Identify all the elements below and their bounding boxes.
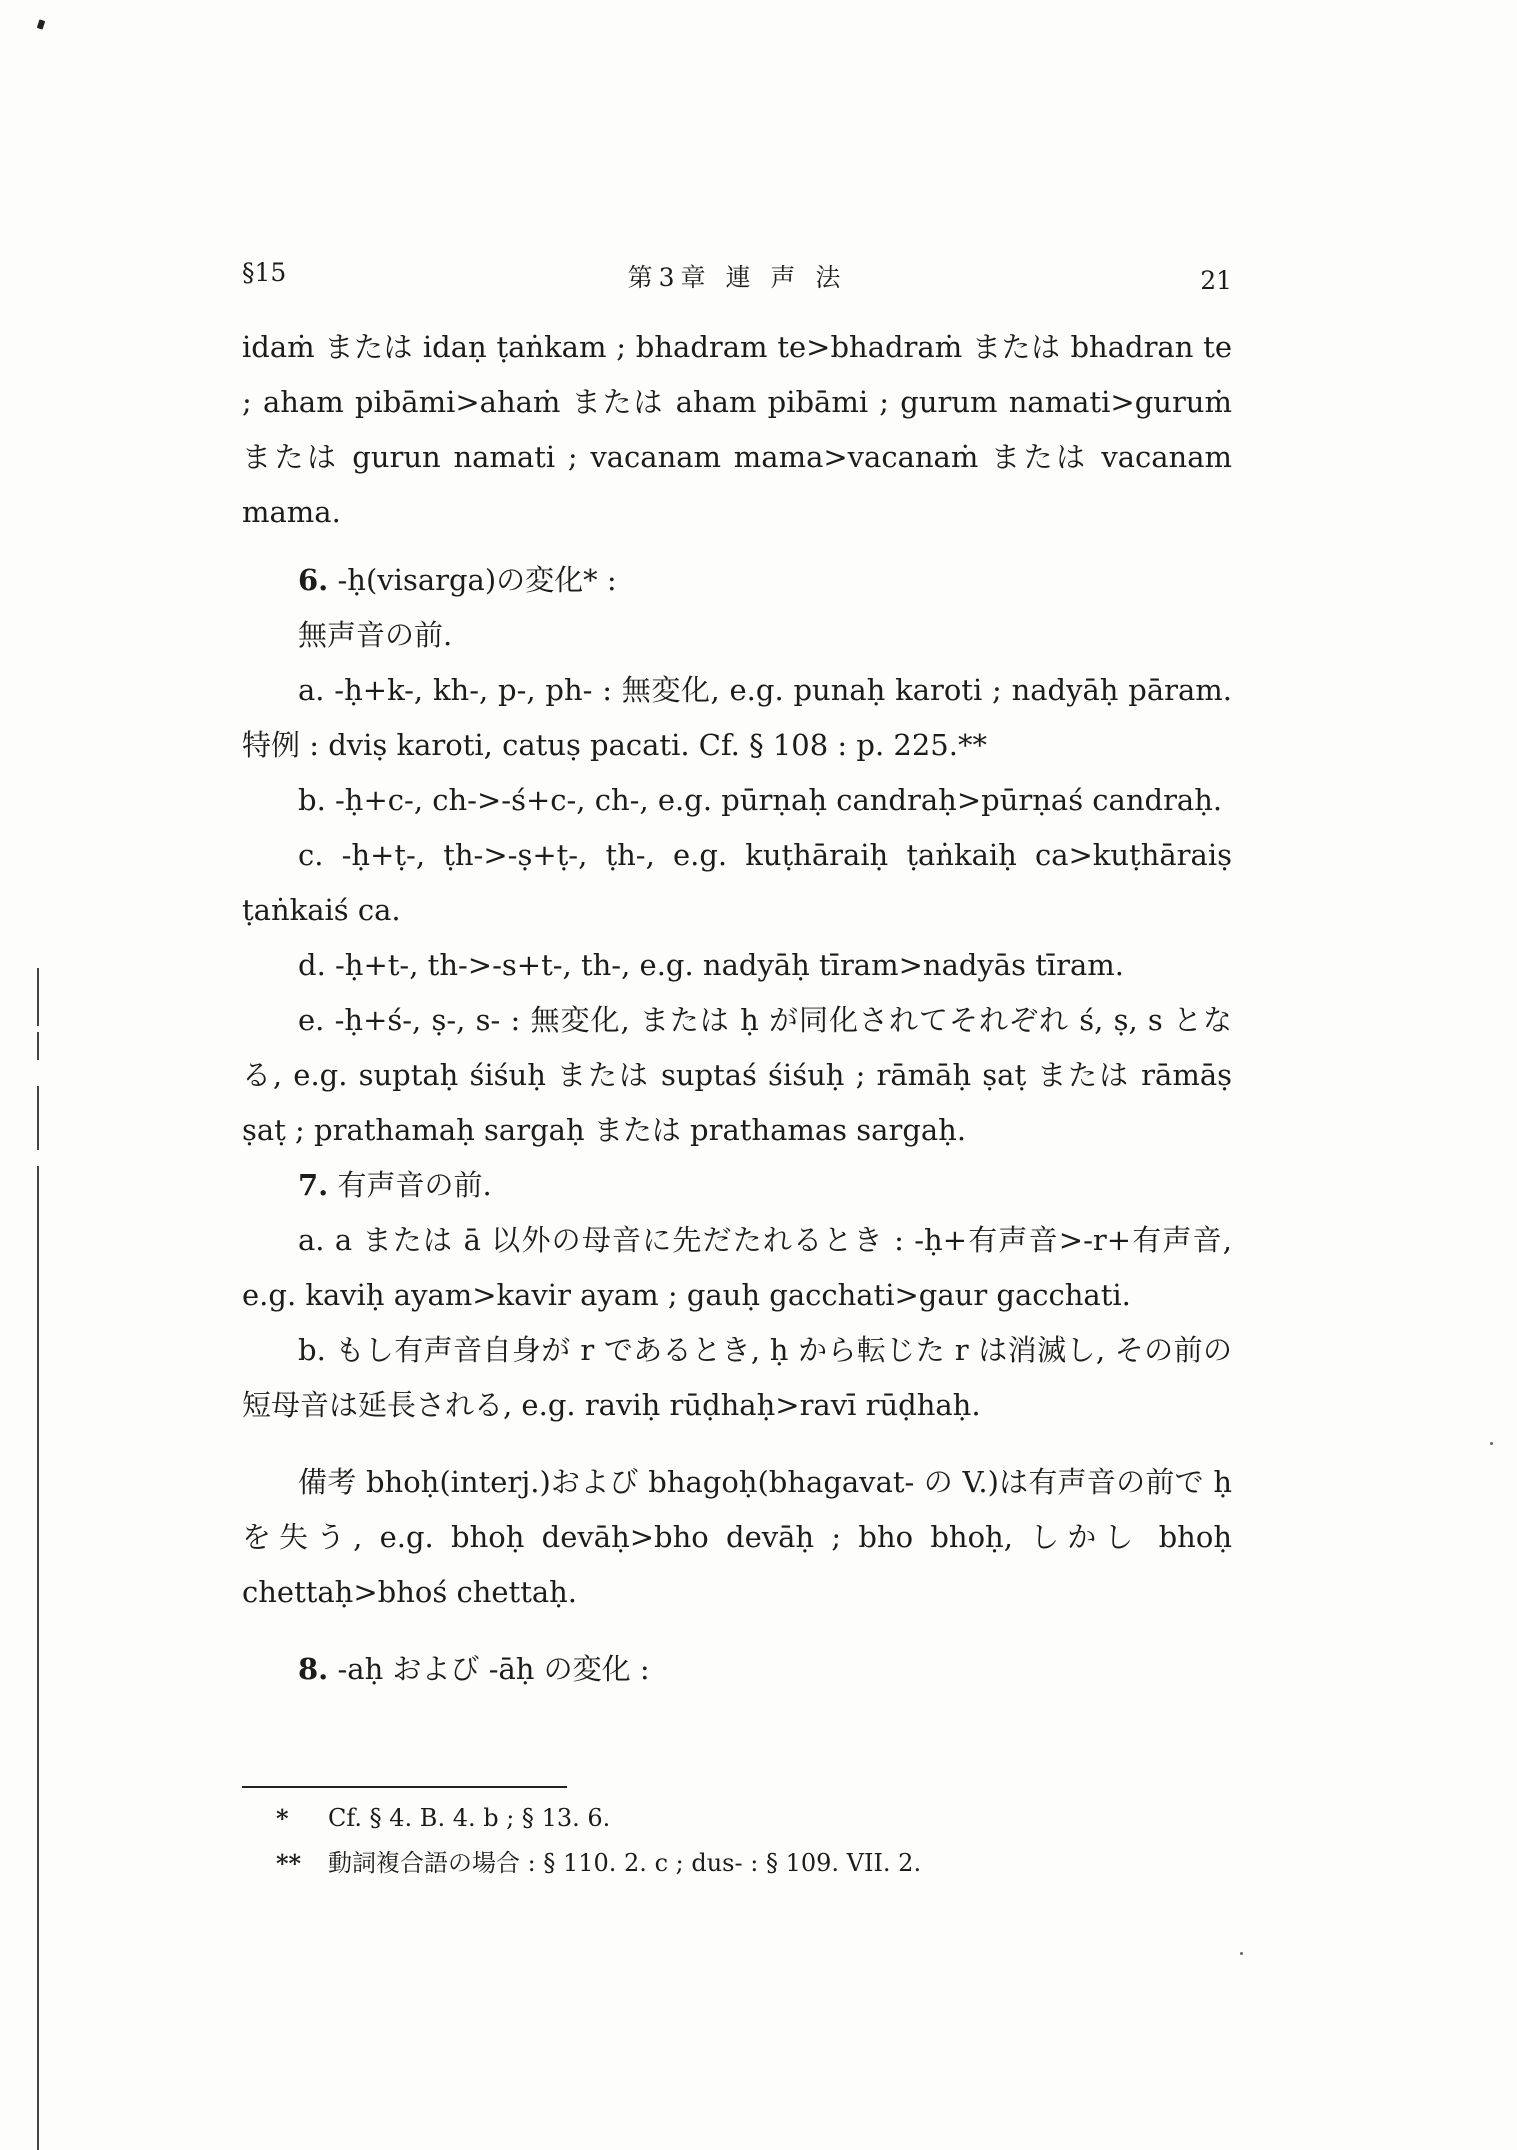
paragraph: b. -ḥ+c-, ch->-ś+c-, ch-, e.g. pūrṇaḥ candraḥ>pūrṇaś candraḥ. <box>298 783 1223 817</box>
footnote-text: Cf. § 4. B. 4. b ; § 13. 6. <box>328 1804 611 1832</box>
paragraph: idaṁ または idaṇ ṭaṅkam ; bhadram te>bhadraṁ または bhadran te ; aham pibāmi>ahaṁ または aham pibāmi ; gurum namati>guruṁ または gurun namati ; vacanam mama>vacanaṁ または vacanam mama. <box>242 330 1232 529</box>
remark: 備考 bhoḥ(interj.)および bhagoḥ(bhagavat- の V.)は有声音の前で ḥ を失う, e.g. bhoḥ devāḥ>bho devāḥ ; bho bhoḥ, しかし bhoḥ chettaḥ>bhoś chettaḥ. <box>242 1465 1232 1609</box>
footnotes <box>276 1796 1176 1886</box>
rule-number: 8. <box>298 1652 329 1686</box>
rule-number: 7. <box>298 1168 329 1202</box>
footnote-text: 動詞複合語の場合 : § 110. 2. c ; dus- : § 109. VII. 2. <box>328 1849 922 1877</box>
paragraph: b. もし有声音自身が r であるとき, ḥ から転じた r は消滅し, その前の短母音は延長される, e.g. raviḥ rūḍhaḥ>ravī rūḍhaḥ. <box>242 1333 1232 1422</box>
chapter-title: 第3章 連 声 法 <box>627 263 847 292</box>
paragraph: c. -ḥ+ṭ-, ṭh->-ṣ+ṭ-, ṭh-, e.g. kuṭhāraiḥ ṭaṅkaiḥ ca>kuṭhāraiṣ ṭaṅkaiś ca. <box>242 838 1232 927</box>
paragraph: a. -ḥ+k-, kh-, p-, ph- : 無変化, e.g. punaḥ karoti ; nadyāḥ pāram. 特例 : dviṣ karoti, catuṣ pacati. Cf. § 108 : p. 225.** <box>242 673 1232 762</box>
rule-heading: 8. -aḥ および -āḥ の変化 : <box>298 1652 650 1686</box>
paragraph: d. -ḥ+t-, th->-s+t-, th-, e.g. nadyāḥ tīram>nadyās tīram. <box>298 948 1124 982</box>
footnote <box>276 1841 1176 1886</box>
rule-heading: 6. -ḥ(visarga)の変化* : <box>298 563 617 597</box>
footnote-mark: * <box>276 1804 289 1833</box>
footnote-rule <box>242 1786 567 1788</box>
scan-margin-line <box>37 1032 39 1060</box>
rule-heading: 7. 有声音の前. <box>298 1168 492 1202</box>
paragraph: e. -ḥ+ś-, ṣ-, s- : 無変化, または ḥ が同化されてそれぞれ ś, ṣ, s となる, e.g. suptaḥ śiśuḥ または suptaś śiśuḥ ; rāmāḥ ṣaṭ または rāmāṣ ṣaṭ ; prathamaḥ sargaḥ または prathamas sargaḥ. <box>242 1003 1232 1147</box>
scan-margin-line <box>37 968 39 1026</box>
section-number: §15 <box>242 258 287 287</box>
subheading: 無声音の前. <box>298 618 453 652</box>
scan-margin-line <box>37 1166 39 2150</box>
page-body <box>242 320 1232 1697</box>
scan-margin-line <box>37 1086 39 1150</box>
rule-number: 6. <box>298 563 329 597</box>
scan-dot <box>1240 1952 1243 1955</box>
page-number: 21 <box>1200 266 1232 295</box>
footnote <box>276 1796 1176 1841</box>
running-header <box>242 258 1232 298</box>
scan-dot <box>1490 1442 1493 1445</box>
footnote-mark: ** <box>276 1849 302 1878</box>
paragraph: a. a または ā 以外の母音に先だたれるとき : -ḥ+有声音>-r+有声音, e.g. kaviḥ ayam>kavir ayam ; gauḥ gacchati>gaur gacchati. <box>242 1223 1232 1312</box>
scan-mark <box>37 19 45 29</box>
